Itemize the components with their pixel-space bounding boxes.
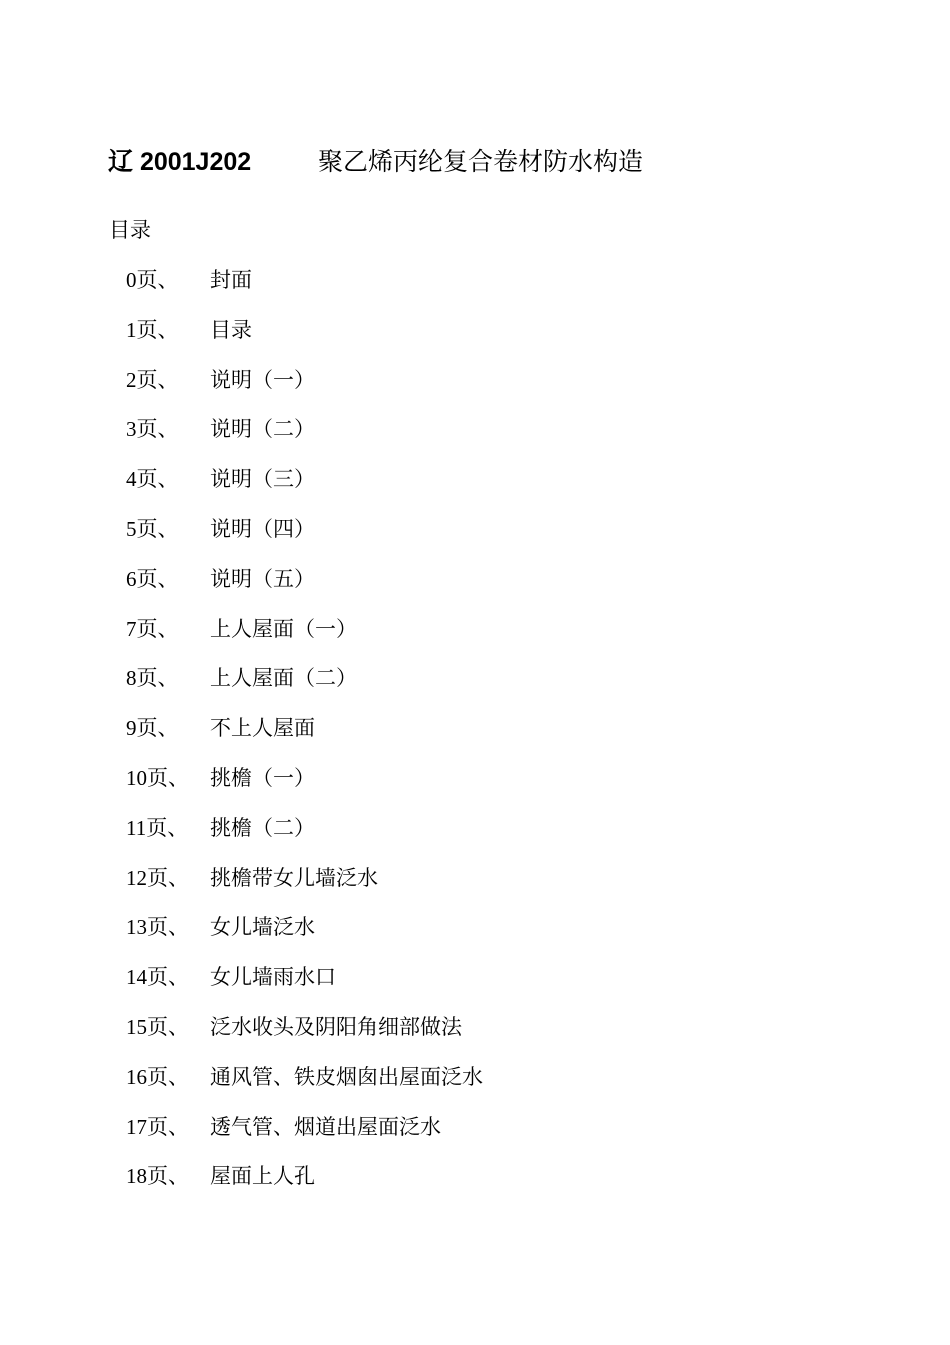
toc-page-number: 9页、 (126, 716, 179, 741)
toc-page-number: 5页、 (126, 516, 179, 541)
toc-entry-title: 屋面上人孔 (210, 1164, 315, 1189)
document-title: 聚乙烯丙纶复合卷材防水构造 (318, 147, 644, 176)
toc-page-number: 7页、 (126, 616, 179, 641)
toc-page-number: 13页、 (126, 915, 189, 940)
toc-entry-title: 通风管、铁皮烟囱出屋面泛水 (210, 1064, 483, 1089)
toc-entry-title: 说明（二） (210, 417, 315, 442)
toc-page-number: 1页、 (126, 317, 179, 342)
document-header (108, 142, 868, 182)
toc-page-number: 4页、 (126, 467, 179, 492)
toc-entry-title: 目录 (210, 317, 252, 342)
toc-entry-title: 说明（三） (210, 467, 315, 492)
toc-page-number: 10页、 (126, 765, 189, 790)
toc-page-number: 17页、 (126, 1114, 189, 1139)
toc-page-number: 0页、 (126, 268, 179, 292)
toc-page-number: 6页、 (126, 566, 179, 591)
toc-entry-title: 女儿墙泛水 (210, 915, 315, 940)
toc-page-number: 3页、 (126, 417, 179, 442)
toc-entry-title: 说明（五） (210, 566, 315, 591)
toc-entry-title: 不上人屋面 (210, 716, 315, 741)
toc-entry-title: 说明（四） (210, 516, 315, 541)
toc-entry-title: 挑檐（二） (210, 815, 315, 840)
toc-entry-title: 女儿墙雨水口 (210, 965, 336, 990)
toc-entry-title: 挑檐带女儿墙泛水 (210, 865, 378, 890)
toc-page-number: 11页、 (126, 815, 189, 840)
atlas-code: 辽 2001J202 (108, 148, 252, 176)
toc-page-number: 16页、 (126, 1064, 189, 1089)
toc-page-number: 14页、 (126, 965, 189, 990)
toc-page-number: 15页、 (126, 1014, 189, 1039)
toc-page-number: 18页、 (126, 1164, 189, 1189)
toc-page-number: 8页、 (126, 666, 179, 691)
toc-page-number: 2页、 (126, 367, 179, 392)
toc-entry-title: 透气管、烟道出屋面泛水 (210, 1114, 441, 1139)
toc-heading: 目录 (109, 218, 151, 242)
toc-entry-title: 挑檐（一） (210, 765, 315, 790)
toc-entry-title: 封面 (210, 268, 252, 292)
toc-entry-title: 泛水收头及阴阳角细部做法 (210, 1014, 462, 1039)
toc-entry-title: 上人屋面（二） (210, 666, 357, 691)
toc-page-number: 12页、 (126, 865, 189, 890)
toc-entry-title: 上人屋面（一） (210, 616, 357, 641)
toc-entry-title: 说明（一） (210, 367, 315, 392)
